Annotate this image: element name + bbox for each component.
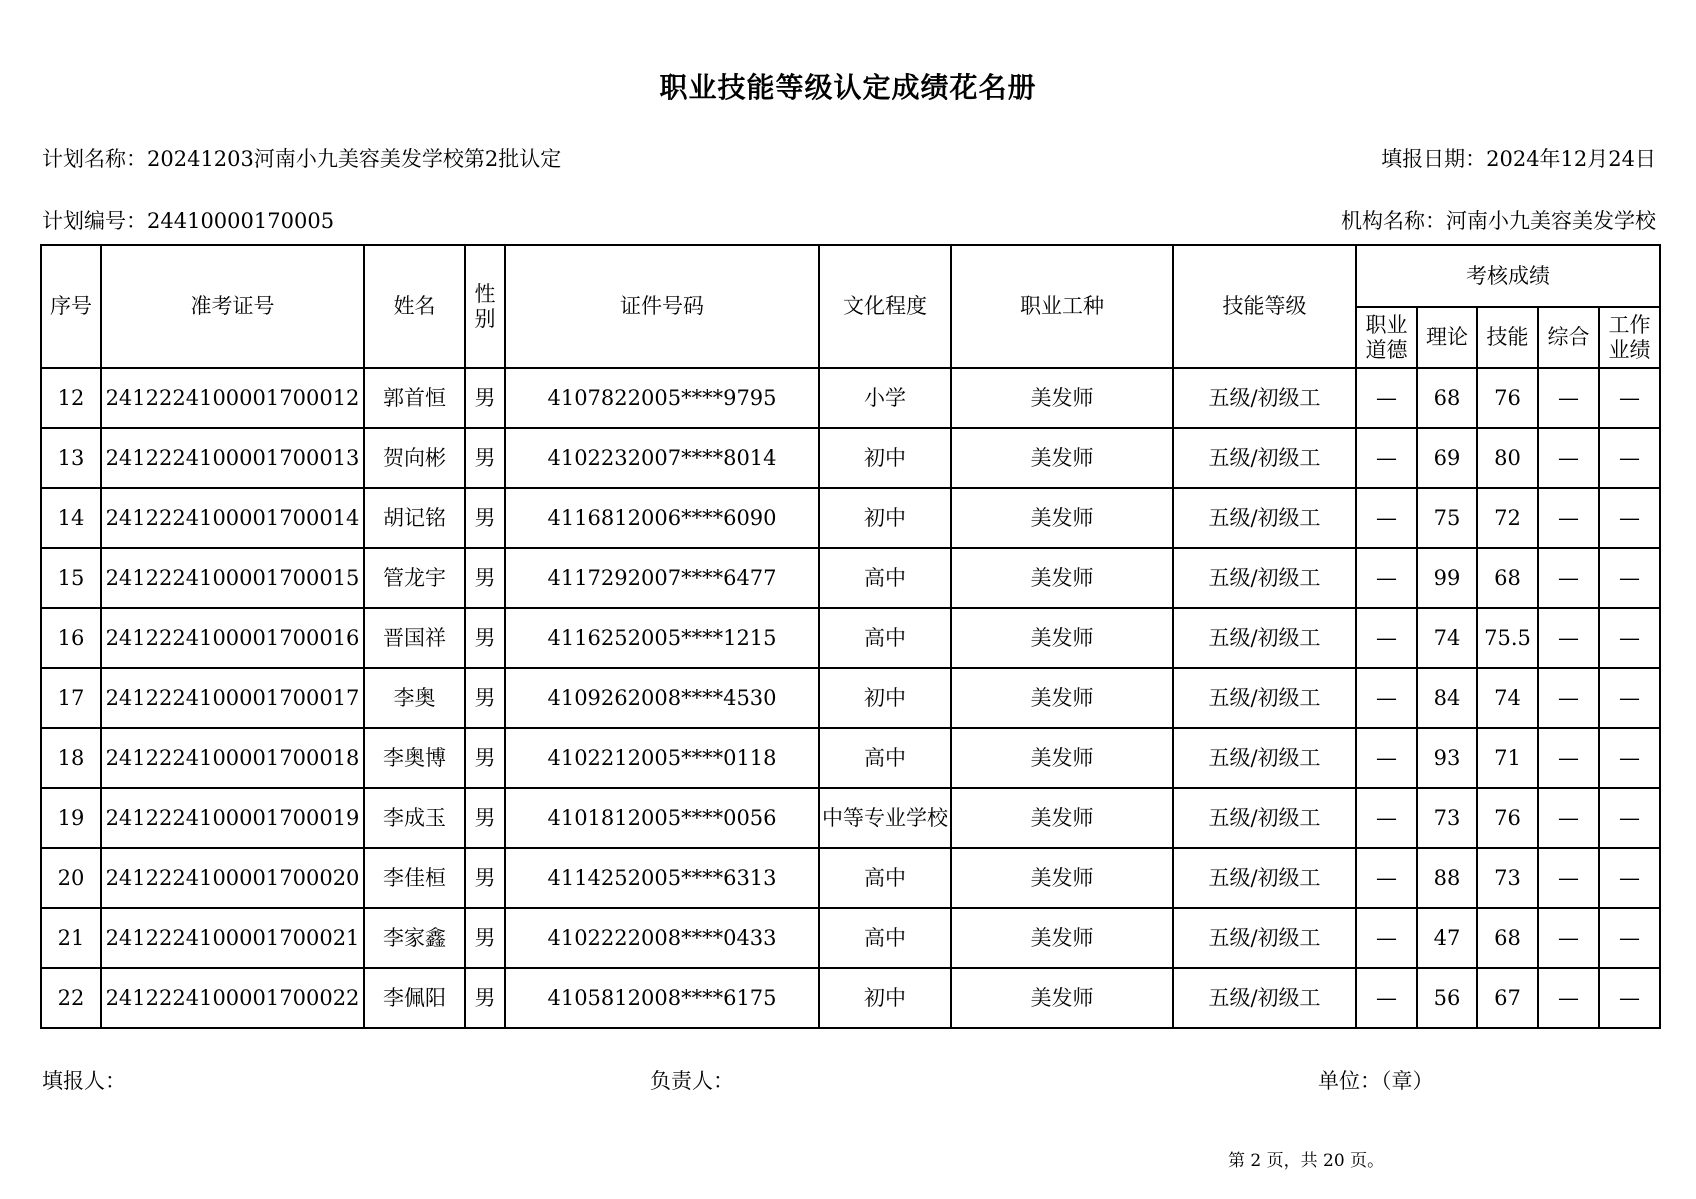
table-row bbox=[41, 368, 1660, 428]
cell-occupation: 美发师 bbox=[951, 428, 1173, 488]
cell-gender: 男 bbox=[465, 428, 505, 488]
cell-work: — bbox=[1599, 848, 1660, 908]
header-gender: 性别 bbox=[465, 245, 505, 368]
cell-occupation: 美发师 bbox=[951, 368, 1173, 428]
cell-work: — bbox=[1599, 368, 1660, 428]
cell-level: 五级/初级工 bbox=[1173, 368, 1356, 428]
cell-work: — bbox=[1599, 548, 1660, 608]
cell-gender: 男 bbox=[465, 488, 505, 548]
cell-id-no: 4114252005****6313 bbox=[505, 848, 819, 908]
cell-name: 李奥 bbox=[364, 668, 465, 728]
cell-education: 初中 bbox=[819, 668, 951, 728]
cell-overall: — bbox=[1538, 728, 1599, 788]
cell-seq: 20 bbox=[41, 848, 101, 908]
cell-seq: 14 bbox=[41, 488, 101, 548]
table-row bbox=[41, 548, 1660, 608]
cell-exam-no: 2412224100001700012 bbox=[101, 368, 364, 428]
cell-ethics: — bbox=[1356, 428, 1417, 488]
cell-overall: — bbox=[1538, 548, 1599, 608]
cell-id-no: 4102212005****0118 bbox=[505, 728, 819, 788]
cell-seq: 12 bbox=[41, 368, 101, 428]
cell-occupation: 美发师 bbox=[951, 728, 1173, 788]
cell-theory: 68 bbox=[1417, 368, 1477, 428]
cell-name: 李佳桓 bbox=[364, 848, 465, 908]
cell-skill: 75.5 bbox=[1477, 608, 1538, 668]
cell-exam-no: 2412224100001700022 bbox=[101, 968, 364, 1028]
cell-education: 初中 bbox=[819, 488, 951, 548]
score-roster-table bbox=[40, 244, 1661, 1029]
cell-level: 五级/初级工 bbox=[1173, 728, 1356, 788]
cell-level: 五级/初级工 bbox=[1173, 428, 1356, 488]
cell-occupation: 美发师 bbox=[951, 488, 1173, 548]
cell-gender: 男 bbox=[465, 668, 505, 728]
cell-skill: 74 bbox=[1477, 668, 1538, 728]
page-title: 职业技能等级认定成绩花名册 bbox=[659, 71, 1037, 104]
cell-theory: 73 bbox=[1417, 788, 1477, 848]
table-row bbox=[41, 728, 1660, 788]
table-row bbox=[41, 608, 1660, 668]
cell-theory: 93 bbox=[1417, 728, 1477, 788]
cell-seq: 18 bbox=[41, 728, 101, 788]
cell-occupation: 美发师 bbox=[951, 548, 1173, 608]
cell-ethics: — bbox=[1356, 668, 1417, 728]
cell-level: 五级/初级工 bbox=[1173, 968, 1356, 1028]
cell-level: 五级/初级工 bbox=[1173, 668, 1356, 728]
header-work: 工作业绩 bbox=[1599, 307, 1660, 368]
cell-skill: 72 bbox=[1477, 488, 1538, 548]
cell-name: 贺向彬 bbox=[364, 428, 465, 488]
cell-id-no: 4102222008****0433 bbox=[505, 908, 819, 968]
table-row bbox=[41, 968, 1660, 1028]
cell-skill: 67 bbox=[1477, 968, 1538, 1028]
header-occupation: 职业工种 bbox=[951, 245, 1173, 368]
cell-ethics: — bbox=[1356, 848, 1417, 908]
cell-work: — bbox=[1599, 968, 1660, 1028]
cell-ethics: — bbox=[1356, 908, 1417, 968]
cell-gender: 男 bbox=[465, 788, 505, 848]
cell-work: — bbox=[1599, 788, 1660, 848]
cell-level: 五级/初级工 bbox=[1173, 908, 1356, 968]
cell-theory: 84 bbox=[1417, 668, 1477, 728]
cell-gender: 男 bbox=[465, 608, 505, 668]
cell-ethics: — bbox=[1356, 608, 1417, 668]
cell-theory: 74 bbox=[1417, 608, 1477, 668]
cell-gender: 男 bbox=[465, 848, 505, 908]
cell-education: 初中 bbox=[819, 968, 951, 1028]
header-seq: 序号 bbox=[41, 245, 101, 368]
cell-education: 高中 bbox=[819, 728, 951, 788]
cell-level: 五级/初级工 bbox=[1173, 548, 1356, 608]
cell-theory: 75 bbox=[1417, 488, 1477, 548]
cell-overall: — bbox=[1538, 608, 1599, 668]
cell-id-no: 4116252005****1215 bbox=[505, 608, 819, 668]
table-row bbox=[41, 488, 1660, 548]
cell-overall: — bbox=[1538, 908, 1599, 968]
cell-exam-no: 2412224100001700013 bbox=[101, 428, 364, 488]
cell-ethics: — bbox=[1356, 968, 1417, 1028]
cell-seq: 19 bbox=[41, 788, 101, 848]
cell-overall: — bbox=[1538, 788, 1599, 848]
cell-seq: 17 bbox=[41, 668, 101, 728]
cell-work: — bbox=[1599, 488, 1660, 548]
cell-gender: 男 bbox=[465, 728, 505, 788]
cell-work: — bbox=[1599, 728, 1660, 788]
cell-gender: 男 bbox=[465, 908, 505, 968]
cell-exam-no: 2412224100001700016 bbox=[101, 608, 364, 668]
cell-work: — bbox=[1599, 428, 1660, 488]
cell-occupation: 美发师 bbox=[951, 908, 1173, 968]
table-row bbox=[41, 428, 1660, 488]
cell-id-no: 4107822005****9795 bbox=[505, 368, 819, 428]
cell-name: 李成玉 bbox=[364, 788, 465, 848]
cell-skill: 68 bbox=[1477, 548, 1538, 608]
responsible-label: 负责人： bbox=[650, 1069, 734, 1093]
cell-seq: 15 bbox=[41, 548, 101, 608]
cell-name: 晋国祥 bbox=[364, 608, 465, 668]
page-indicator: 第 2 页，共 20 页。 bbox=[1228, 1151, 1385, 1171]
cell-name: 李佩阳 bbox=[364, 968, 465, 1028]
cell-overall: — bbox=[1538, 668, 1599, 728]
cell-education: 高中 bbox=[819, 608, 951, 668]
cell-education: 初中 bbox=[819, 428, 951, 488]
header-exam-no: 准考证号 bbox=[101, 245, 364, 368]
cell-gender: 男 bbox=[465, 548, 505, 608]
cell-exam-no: 2412224100001700019 bbox=[101, 788, 364, 848]
table-row bbox=[41, 908, 1660, 968]
cell-work: — bbox=[1599, 908, 1660, 968]
cell-seq: 13 bbox=[41, 428, 101, 488]
header-education: 文化程度 bbox=[819, 245, 951, 368]
roster-body bbox=[41, 368, 1660, 1028]
cell-skill: 68 bbox=[1477, 908, 1538, 968]
cell-name: 郭首恒 bbox=[364, 368, 465, 428]
cell-level: 五级/初级工 bbox=[1173, 788, 1356, 848]
cell-name: 李奥博 bbox=[364, 728, 465, 788]
header-skill: 技能 bbox=[1477, 307, 1538, 368]
cell-ethics: — bbox=[1356, 728, 1417, 788]
cell-skill: 80 bbox=[1477, 428, 1538, 488]
cell-ethics: — bbox=[1356, 548, 1417, 608]
cell-overall: — bbox=[1538, 848, 1599, 908]
cell-id-no: 4109262008****4530 bbox=[505, 668, 819, 728]
header-ethics: 职业道德 bbox=[1356, 307, 1417, 368]
cell-skill: 76 bbox=[1477, 368, 1538, 428]
header-level: 技能等级 bbox=[1173, 245, 1356, 368]
cell-overall: — bbox=[1538, 488, 1599, 548]
header-scores: 考核成绩 bbox=[1356, 245, 1660, 307]
cell-name: 胡记铭 bbox=[364, 488, 465, 548]
fill-date: 填报日期：2024年12月24日 bbox=[1381, 147, 1656, 171]
cell-overall: — bbox=[1538, 428, 1599, 488]
plan-number: 计划编号：24410000170005 bbox=[42, 209, 335, 233]
cell-occupation: 美发师 bbox=[951, 968, 1173, 1028]
cell-name: 管龙宇 bbox=[364, 548, 465, 608]
table-row bbox=[41, 788, 1660, 848]
cell-education: 高中 bbox=[819, 848, 951, 908]
cell-id-no: 4116812006****6090 bbox=[505, 488, 819, 548]
cell-gender: 男 bbox=[465, 968, 505, 1028]
plan-name: 计划名称：20241203河南小九美容美发学校第2批认定 bbox=[42, 147, 562, 171]
cell-id-no: 4105812008****6175 bbox=[505, 968, 819, 1028]
header-name: 姓名 bbox=[364, 245, 465, 368]
cell-occupation: 美发师 bbox=[951, 788, 1173, 848]
cell-level: 五级/初级工 bbox=[1173, 608, 1356, 668]
cell-level: 五级/初级工 bbox=[1173, 488, 1356, 548]
table-row bbox=[41, 668, 1660, 728]
cell-overall: — bbox=[1538, 368, 1599, 428]
cell-seq: 16 bbox=[41, 608, 101, 668]
cell-gender: 男 bbox=[465, 368, 505, 428]
cell-theory: 99 bbox=[1417, 548, 1477, 608]
cell-work: — bbox=[1599, 608, 1660, 668]
cell-work: — bbox=[1599, 668, 1660, 728]
cell-education: 高中 bbox=[819, 908, 951, 968]
cell-id-no: 4101812005****0056 bbox=[505, 788, 819, 848]
unit-seal-label: 单位：（章） bbox=[1318, 1069, 1434, 1093]
cell-skill: 71 bbox=[1477, 728, 1538, 788]
cell-exam-no: 2412224100001700014 bbox=[101, 488, 364, 548]
cell-ethics: — bbox=[1356, 368, 1417, 428]
cell-overall: — bbox=[1538, 968, 1599, 1028]
cell-occupation: 美发师 bbox=[951, 608, 1173, 668]
cell-name: 李家鑫 bbox=[364, 908, 465, 968]
cell-level: 五级/初级工 bbox=[1173, 848, 1356, 908]
cell-ethics: — bbox=[1356, 788, 1417, 848]
cell-theory: 88 bbox=[1417, 848, 1477, 908]
cell-occupation: 美发师 bbox=[951, 848, 1173, 908]
cell-occupation: 美发师 bbox=[951, 668, 1173, 728]
cell-education: 中等专业学校 bbox=[819, 788, 951, 848]
cell-skill: 73 bbox=[1477, 848, 1538, 908]
cell-exam-no: 2412224100001700020 bbox=[101, 848, 364, 908]
cell-theory: 56 bbox=[1417, 968, 1477, 1028]
cell-skill: 76 bbox=[1477, 788, 1538, 848]
cell-education: 小学 bbox=[819, 368, 951, 428]
cell-exam-no: 2412224100001700018 bbox=[101, 728, 364, 788]
cell-ethics: — bbox=[1356, 488, 1417, 548]
cell-exam-no: 2412224100001700017 bbox=[101, 668, 364, 728]
organization-name: 机构名称：河南小九美容美发学校 bbox=[1341, 209, 1656, 233]
filler-label: 填报人： bbox=[42, 1069, 126, 1093]
header-id-no: 证件号码 bbox=[505, 245, 819, 368]
header-theory: 理论 bbox=[1417, 307, 1477, 368]
cell-seq: 22 bbox=[41, 968, 101, 1028]
cell-id-no: 4117292007****6477 bbox=[505, 548, 819, 608]
header-overall: 综合 bbox=[1538, 307, 1599, 368]
cell-education: 高中 bbox=[819, 548, 951, 608]
cell-theory: 47 bbox=[1417, 908, 1477, 968]
cell-exam-no: 2412224100001700021 bbox=[101, 908, 364, 968]
table-row bbox=[41, 848, 1660, 908]
cell-id-no: 4102232007****8014 bbox=[505, 428, 819, 488]
cell-exam-no: 2412224100001700015 bbox=[101, 548, 364, 608]
cell-seq: 21 bbox=[41, 908, 101, 968]
cell-theory: 69 bbox=[1417, 428, 1477, 488]
